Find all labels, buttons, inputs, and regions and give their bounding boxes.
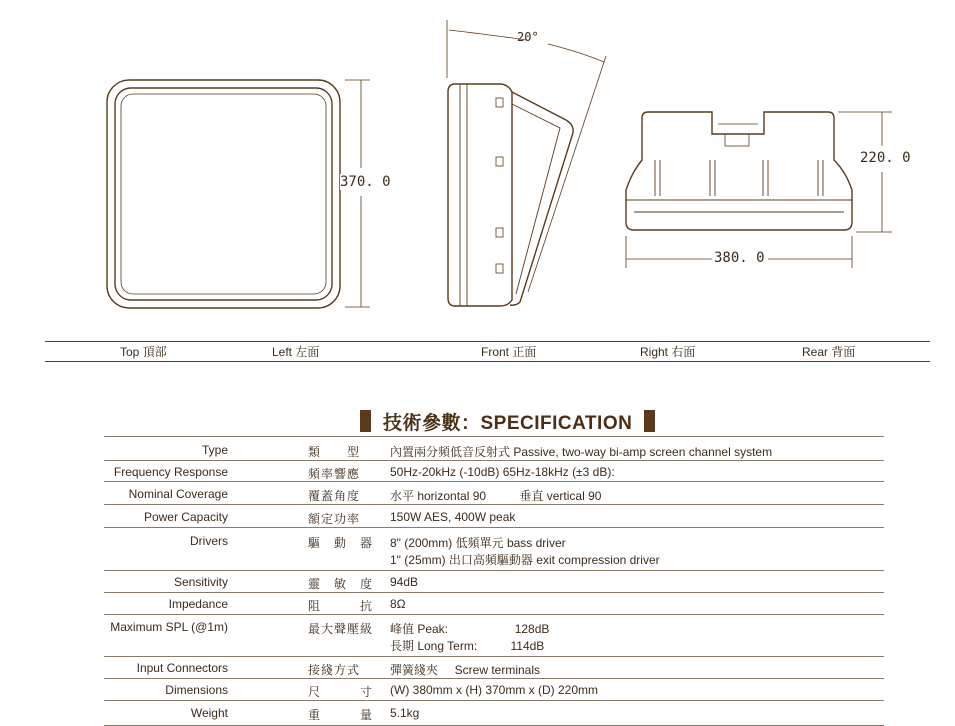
spec-label-en: Drivers xyxy=(190,534,228,548)
view-label-rear: Rear 背面 xyxy=(802,345,856,359)
spec-label-zh: 阻 抗 xyxy=(308,599,374,613)
spec-value: (W) 380mm x (H) 370mm x (D) 220mm xyxy=(390,683,599,697)
spec-row-connectors xyxy=(104,657,884,679)
view-label-front: Front 正面 xyxy=(481,345,537,359)
spec-value: 8" (200mm) 低頻單元 bass driver xyxy=(390,536,566,550)
spec-label-en: Dimensions xyxy=(165,683,228,697)
spec-value: 5.1kg xyxy=(390,706,420,720)
view-label-top: Top 頂部 xyxy=(120,345,167,359)
spec-label-en: Weight xyxy=(190,706,228,720)
spec-label-zh: 接綫方式 xyxy=(308,663,361,677)
spec-value: 峰值 Peak: 128dB xyxy=(390,622,550,636)
spec-row-impedance xyxy=(104,593,884,615)
spec-top-rule xyxy=(104,436,884,437)
angle-label: 20° xyxy=(517,30,539,44)
spec-label-zh: 重 量 xyxy=(308,708,374,722)
spec-title-text: 技術參數：SPECIFICATION xyxy=(383,412,633,434)
spec-label-zh: 最大聲壓級 xyxy=(308,622,374,636)
spec-row-power xyxy=(104,505,884,528)
side-view-drawing xyxy=(448,84,573,306)
technical-drawings xyxy=(0,0,955,340)
top-view-drawing xyxy=(107,80,340,308)
angle-dimension xyxy=(447,20,606,292)
spec-label-zh: 額定功率 xyxy=(308,512,361,526)
rear-height-label: 220. 0 xyxy=(860,150,911,166)
spec-value: 水平 horizontal 90 垂直 vertical 90 xyxy=(390,489,602,503)
spec-label-en: Impedance xyxy=(168,597,228,611)
spec-label-zh: 靈 敏 度 xyxy=(308,577,374,591)
spec-row-coverage xyxy=(104,482,884,505)
spec-label-en: Sensitivity xyxy=(173,575,228,589)
spec-label-en: Input Connectors xyxy=(136,661,228,675)
spec-table xyxy=(104,438,884,726)
spec-row-drivers xyxy=(104,528,884,571)
spec-label-zh: 覆蓋角度 xyxy=(308,489,361,503)
rear-width-label: 380. 0 xyxy=(714,250,765,266)
spec-row-max-spl xyxy=(104,615,884,657)
spec-row-type xyxy=(104,438,884,461)
rear-view-drawing xyxy=(626,112,852,230)
spec-value: 彈簧綫夾 Screw terminals xyxy=(390,663,541,677)
spec-value: 內置兩分頻低音反射式 Passive, two-way bi-amp screen channel system xyxy=(390,445,773,459)
spec-label-en: Frequency Response xyxy=(113,465,228,479)
spec-label-zh: 驅 動 器 xyxy=(308,536,374,550)
spec-label-en: Power Capacity xyxy=(143,510,228,524)
view-label-left: Left 左面 xyxy=(272,345,320,359)
spec-label-zh: 類 型 xyxy=(308,445,361,459)
spec-value: 50Hz-20kHz (-10dB) 65Hz-18kHz (±3 dB): xyxy=(390,465,615,479)
spec-value: 150W AES, 400W peak xyxy=(390,510,516,524)
title-bar-left xyxy=(360,410,371,432)
spec-row-sensitivity xyxy=(104,571,884,593)
spec-value: 8Ω xyxy=(390,597,406,611)
view-band-bottom-line xyxy=(45,361,930,362)
spec-row-weight xyxy=(104,701,884,726)
spec-label-en: Nominal Coverage xyxy=(128,487,228,501)
view-label-right: Right 右面 xyxy=(640,345,696,359)
spec-title xyxy=(360,408,655,434)
spec-value: 94dB xyxy=(390,575,419,589)
spec-label-en: Maximum SPL (@1m) xyxy=(110,620,228,634)
spec-value-line2: 1" (25mm) 出口高頻驅動器 exit compression driver xyxy=(390,553,660,567)
height-dimension xyxy=(345,80,370,307)
spec-label-zh: 頻率響應 xyxy=(308,467,361,481)
title-bar-right xyxy=(644,410,655,432)
spec-value-line2: 長期 Long Term: 114dB xyxy=(390,639,545,653)
spec-label-en: Type xyxy=(201,443,228,457)
spec-label-zh: 尺 寸 xyxy=(308,685,374,699)
view-band-top-line xyxy=(45,341,930,342)
height-label: 370. 0 xyxy=(340,174,391,190)
spec-row-dimensions xyxy=(104,679,884,701)
spec-row-frequency xyxy=(104,461,884,482)
